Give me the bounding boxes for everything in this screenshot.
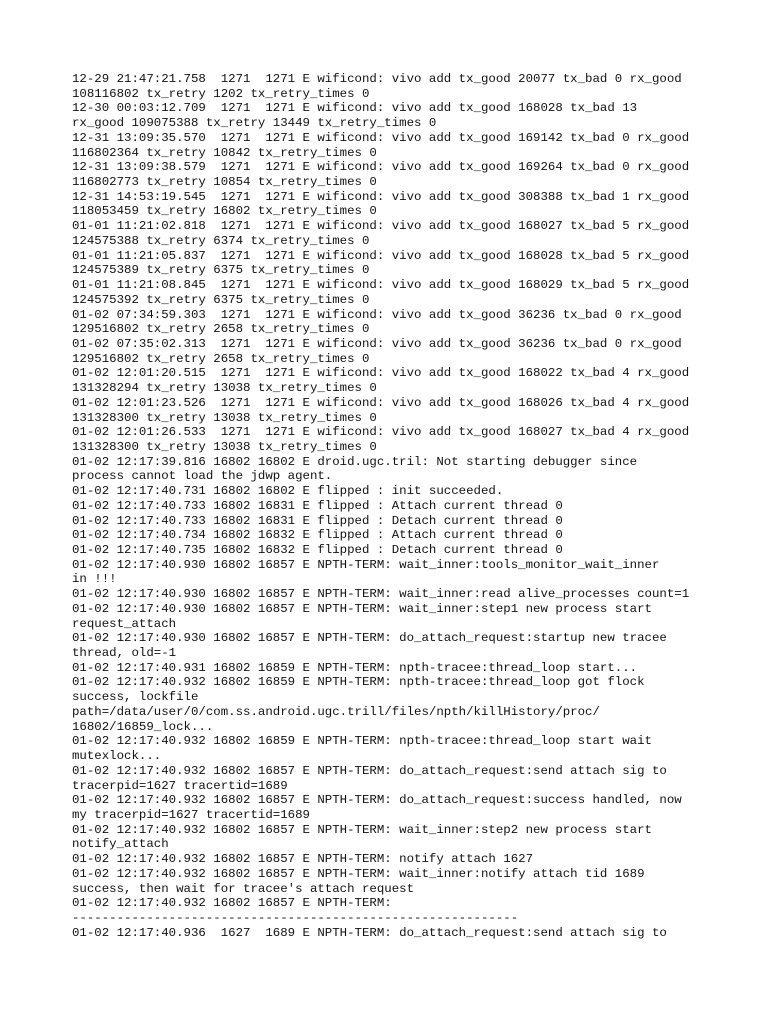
log-line: 12-31 13:09:35.570 1271 1271 E wificond: vivo add tx_good 169142 tx_bad 0 rx_good: [72, 130, 690, 145]
log-line: rx_good 109075388 tx_retry 13449 tx_retry_times 0: [72, 116, 437, 131]
log-line: 131328300 tx_retry 13038 tx_retry_times 0: [72, 439, 377, 454]
log-line: 01-02 12:17:40.932 16802 16857 E NPTH-TERM: do_attach_request:success handled, now: [72, 793, 682, 808]
log-line: 01-02 12:17:40.731 16802 16802 E flipped : init succeeded.: [72, 484, 504, 499]
log-line: path=/data/user/0/com.ss.android.ugc.trill/files/npth/killHistory/proc/: [72, 704, 600, 719]
log-line: 124575388 tx_retry 6374 tx_retry_times 0: [72, 233, 370, 248]
log-line: 12-31 13:09:38.579 1271 1271 E wificond: vivo add tx_good 169264 tx_bad 0 rx_good: [72, 160, 690, 175]
log-line: 16802/16859_lock...: [72, 719, 214, 734]
log-line: 116802364 tx_retry 10842 tx_retry_times 0: [72, 145, 377, 160]
log-line: 01-02 12:17:40.936 1627 1689 E NPTH-TERM: do_attach_request:send attach sig to: [72, 925, 667, 940]
log-line: 01-02 12:01:23.526 1271 1271 E wificond: vivo add tx_good 168026 tx_bad 4 rx_good: [72, 395, 690, 410]
log-line: 01-02 12:17:40.733 16802 16831 E flipped : Detach current thread 0: [72, 513, 563, 528]
log-line: in !!!: [72, 572, 117, 587]
log-line: 01-02 12:17:40.930 16802 16857 E NPTH-TERM: wait_inner:read alive_processes count=1: [72, 587, 690, 602]
log-line: 124575392 tx_retry 6375 tx_retry_times 0: [72, 292, 370, 307]
log-line: tracerpid=1627 tracertid=1689: [72, 778, 288, 793]
log-line: 01-02 12:17:40.734 16802 16832 E flipped : Attach current thread 0: [72, 528, 563, 543]
log-line: 01-02 12:17:40.932 16802 16857 E NPTH-TERM: wait_inner:notify attach tid 1689: [72, 866, 645, 881]
log-line: request_attach: [72, 616, 177, 631]
log-line: 01-02 12:17:40.931 16802 16859 E NPTH-TERM: npth-tracee:thread_loop start...: [72, 660, 638, 675]
log-line: ------------------------------------------------------------: [72, 910, 519, 925]
log-line: 01-02 12:17:40.932 16802 16857 E NPTH-TERM:: [72, 896, 392, 911]
log-line: 01-02 12:17:40.930 16802 16857 E NPTH-TERM: do_attach_request:startup new tracee: [72, 631, 667, 646]
log-line: 12-31 14:53:19.545 1271 1271 E wificond: vivo add tx_good 308388 tx_bad 1 rx_good: [72, 189, 690, 204]
log-line: 131328294 tx_retry 13038 tx_retry_times 0: [72, 381, 377, 396]
log-line: 12-29 21:47:21.758 1271 1271 E wificond: vivo add tx_good 20077 tx_bad 0 rx_good: [72, 72, 682, 86]
log-line: 124575389 tx_retry 6375 tx_retry_times 0: [72, 263, 370, 278]
log-line: 01-01 11:21:02.818 1271 1271 E wificond: vivo add tx_good 168027 tx_bad 5 rx_good: [72, 219, 690, 234]
log-line: success, then wait for tracee's attach request: [72, 881, 415, 896]
log-line: 116802773 tx_retry 10854 tx_retry_times 0: [72, 175, 377, 190]
log-line: 01-02 12:17:40.932 16802 16859 E NPTH-TERM: npth-tracee:thread_loop start wait: [72, 734, 652, 749]
log-line: 01-02 12:17:40.932 16802 16859 E NPTH-TERM: npth-tracee:thread_loop got flock: [72, 675, 645, 690]
log-line: 01-02 12:01:20.515 1271 1271 E wificond: vivo add tx_good 168022 tx_bad 4 rx_good: [72, 366, 690, 381]
log-line: 131328300 tx_retry 13038 tx_retry_times 0: [72, 410, 377, 425]
log-line: 01-02 12:17:40.932 16802 16857 E NPTH-TERM: do_attach_request:send attach sig to: [72, 763, 667, 778]
log-line: success, lockfile: [72, 690, 199, 705]
log-line: notify_attach: [72, 837, 169, 852]
log-line: 01-02 12:17:40.932 16802 16857 E NPTH-TERM: notify attach 1627: [72, 852, 534, 867]
log-line: 01-02 12:17:39.816 16802 16802 E droid.ugc.tril: Not starting debugger since: [72, 454, 638, 469]
log-line: 01-02 12:17:40.735 16802 16832 E flipped : Detach current thread 0: [72, 543, 563, 557]
log-line: 01-01 11:21:08.845 1271 1271 E wificond: vivo add tx_good 168029 tx_bad 5 rx_good: [72, 278, 690, 293]
log-line: mutexlock...: [72, 749, 162, 764]
log-line: 01-02 07:34:59.303 1271 1271 E wificond: vivo add tx_good 36236 tx_bad 0 rx_good: [72, 307, 682, 322]
log-line: 01-02 12:01:26.533 1271 1271 E wificond: vivo add tx_good 168027 tx_bad 4 rx_good: [72, 425, 690, 440]
log-line: 01-02 12:17:40.930 16802 16857 E NPTH-TERM: wait_inner:tools_monitor_wait_inner: [72, 557, 660, 572]
log-line: 01-01 11:21:05.837 1271 1271 E wificond: vivo add tx_good 168028 tx_bad 5 rx_good: [72, 248, 690, 263]
log-line: 12-30 00:03:12.709 1271 1271 E wificond: vivo add tx_good 168028 tx_bad 13: [72, 101, 638, 116]
log-line: 01-02 07:35:02.313 1271 1271 E wificond: vivo add tx_good 36236 tx_bad 0 rx_good: [72, 336, 682, 351]
log-line: 01-02 12:17:40.930 16802 16857 E NPTH-TERM: wait_inner:step1 new process start: [72, 601, 652, 616]
log-line: 118053459 tx_retry 16802 tx_retry_times 0: [72, 204, 377, 219]
log-line: process cannot load the jdwp agent.: [72, 469, 333, 484]
log-line: thread, old=-1: [72, 646, 177, 661]
log-line: 01-02 12:17:40.932 16802 16857 E NPTH-TERM: wait_inner:step2 new process start: [72, 822, 652, 837]
log-line: 129516802 tx_retry 2658 tx_retry_times 0: [72, 351, 370, 366]
log-document: [72, 72, 702, 940]
log-line: my tracerpid=1627 tracertid=1689: [72, 807, 310, 822]
log-line: 01-02 12:17:40.733 16802 16831 E flipped : Attach current thread 0: [72, 498, 563, 513]
log-line: 129516802 tx_retry 2658 tx_retry_times 0: [72, 322, 370, 337]
log-line: 108116802 tx_retry 1202 tx_retry_times 0: [72, 86, 370, 101]
